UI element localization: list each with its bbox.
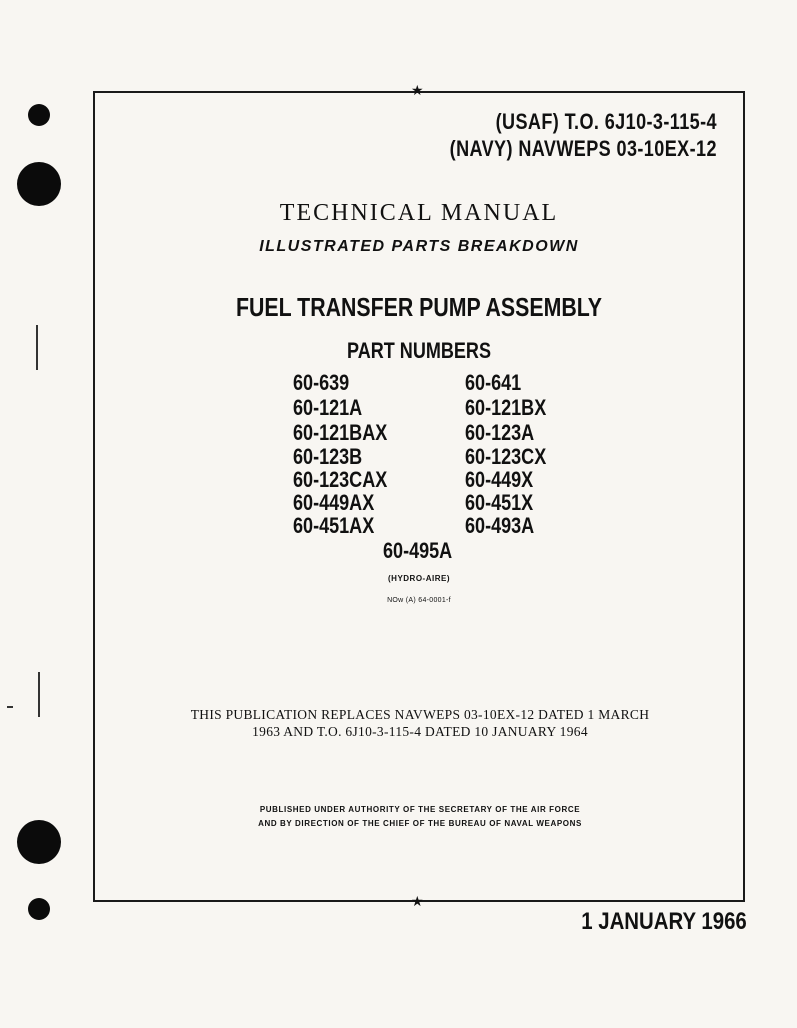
supersedure-line-2: 1963 AND T.O. 6J10-3-115-4 DATED 10 JANUARY 1964 [252, 724, 588, 739]
subject-title: FUEL TRANSFER PUMP ASSEMBLY [235, 292, 603, 322]
usaf-reference: (USAF) T.O. 6J10-3-115-4 [495, 109, 717, 134]
part-number-right-2: 60-121BX [465, 395, 547, 420]
manual-type: ILLUSTRATED PARTS BREAKDOWN [259, 238, 579, 255]
star-bottom-icon: ★ [411, 894, 424, 910]
part-number-last: 60-495A [383, 538, 453, 563]
part-number-right-3: 60-123A [465, 420, 535, 445]
authority-notice [140, 803, 700, 831]
part-number-right-7: 60-493A [465, 513, 535, 538]
part-number-left-4: 60-123B [293, 444, 363, 469]
part-number-left-2: 60-121A [293, 395, 363, 420]
part-number-right-1: 60-641 [465, 370, 522, 395]
part-numbers-heading: PART NUMBERS [347, 338, 491, 363]
margin-tick-1 [36, 325, 38, 370]
supersedure-notice [140, 706, 700, 740]
binder-hole-2 [17, 162, 61, 206]
navy-reference: (NAVY) NAVWEPS 03-10EX-12 [449, 136, 717, 161]
part-number-right-6: 60-451X [465, 490, 534, 515]
publication-date: 1 JANUARY 1966 [581, 908, 747, 935]
part-number-left-6: 60-449AX [293, 490, 375, 515]
part-number-left-7: 60-451AX [293, 513, 375, 538]
manufacturer: (HYDRO-AIRE) [388, 574, 450, 583]
part-number-left-3: 60-121BAX [293, 420, 388, 445]
authority-line-2: AND BY DIRECTION OF THE CHIEF OF THE BUREAU OF NAVAL WEAPONS [258, 819, 582, 828]
supersedure-line-1: THIS PUBLICATION REPLACES NAVWEPS 03-10EX-12 DATED 1 MARCH [190, 707, 650, 722]
contract-number: NOw (A) 64-0001-f [387, 597, 451, 604]
binder-hole-4 [28, 898, 50, 920]
part-number-right-4: 60-123CX [465, 444, 547, 469]
binder-hole-1 [28, 104, 50, 126]
margin-tick-3 [7, 706, 13, 708]
authority-line-1: PUBLISHED UNDER AUTHORITY OF THE SECRETARY OF THE AIR FORCE [259, 805, 581, 814]
margin-tick-2 [38, 672, 40, 717]
part-number-left-1: 60-639 [293, 370, 350, 395]
star-top-icon: ★ [411, 83, 424, 99]
part-number-right-5: 60-449X [465, 467, 534, 492]
part-number-left-5: 60-123CAX [293, 467, 388, 492]
manual-title: TECHNICAL MANUAL [279, 200, 559, 226]
binder-hole-3 [17, 820, 61, 864]
